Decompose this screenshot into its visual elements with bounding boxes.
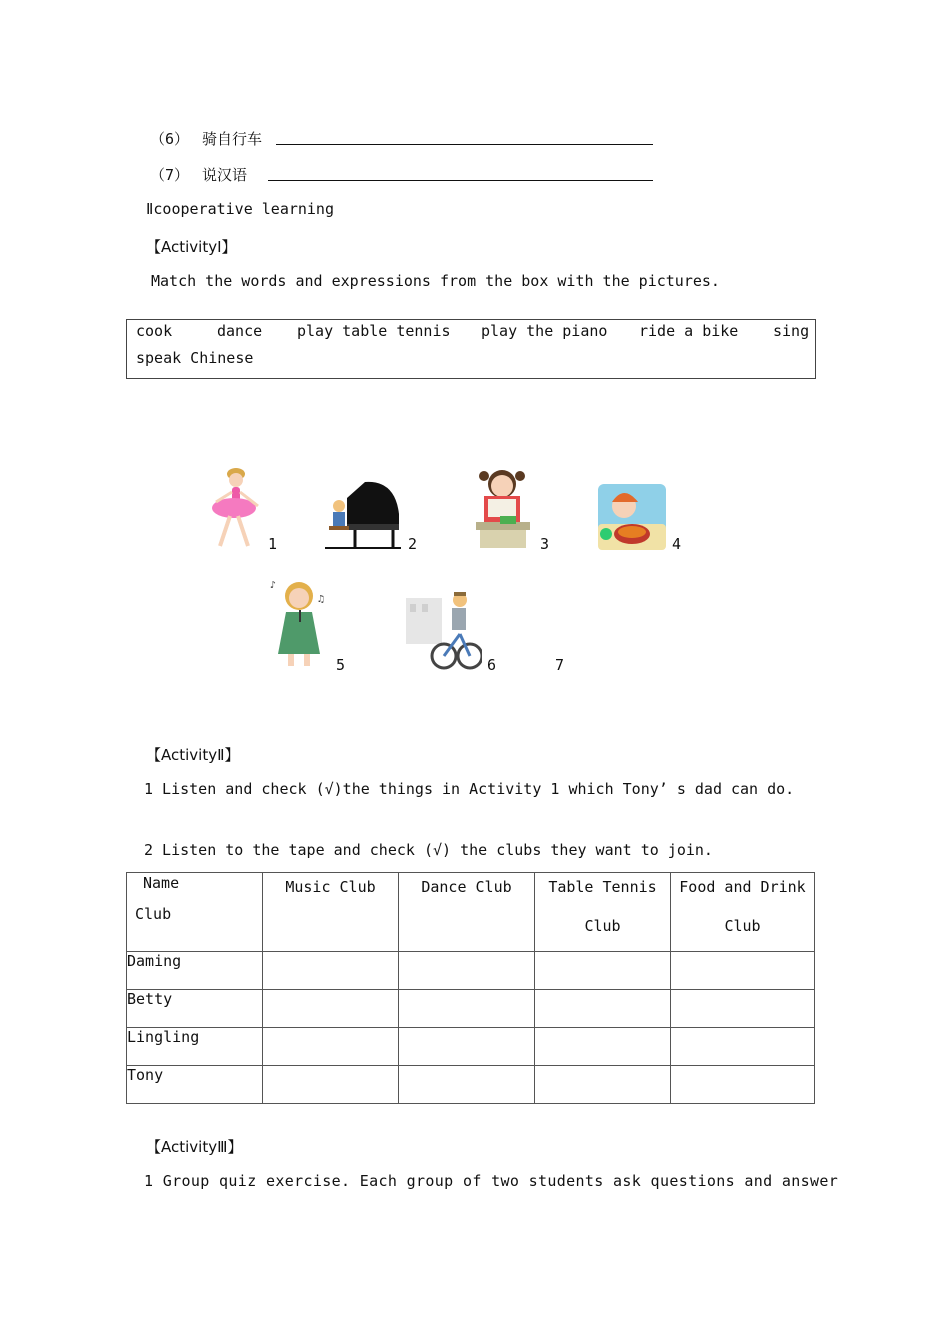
singing-girl-icon: [266, 576, 332, 670]
check-cell[interactable]: [263, 1028, 399, 1066]
svg-text:♫: ♫: [318, 594, 325, 605]
activity2-task2: 2 Listen to the tape and check (√) the clubs they want to join.: [144, 841, 713, 859]
piano-icon: [325, 480, 403, 550]
activity2-title: 【ActivityⅡ】: [146, 746, 240, 764]
check-cell[interactable]: [399, 1066, 535, 1104]
word-dance: dance: [217, 322, 263, 340]
check-cell[interactable]: [535, 990, 671, 1028]
check-cell[interactable]: [263, 990, 399, 1028]
header-table-tennis-club: Table Tennis Club: [535, 873, 671, 952]
header-music-club: Music Club: [263, 873, 399, 952]
picture-number: 4: [672, 535, 682, 553]
table-row: [127, 1028, 815, 1066]
picture-number: 7: [555, 656, 565, 674]
table-row: [127, 990, 815, 1028]
reading-girl-icon: [472, 466, 534, 552]
check-cell[interactable]: [535, 1066, 671, 1104]
activity2-task1: 1 Listen and check (√)the things in Activity 1 which Tony’ s dad can do.: [144, 780, 795, 798]
row-name: Daming: [127, 952, 263, 990]
picture-number: 3: [540, 535, 550, 553]
table-header-row: [127, 873, 815, 952]
clubs-table: [126, 872, 815, 1104]
check-cell[interactable]: [671, 990, 815, 1028]
cyclist-icon: [404, 590, 482, 672]
corner-club-label: Club: [135, 905, 172, 923]
word-cook: cook: [136, 322, 173, 340]
picture-number: 5: [336, 656, 346, 674]
section-title: Ⅱcooperative learning: [146, 200, 334, 218]
picture-number: 2: [408, 535, 418, 553]
activity3-title: 【ActivityⅢ】: [146, 1138, 243, 1156]
word-ride-bike: ride a bike: [639, 322, 739, 340]
ballerina-icon: [206, 466, 264, 552]
row-name: Betty: [127, 990, 263, 1028]
picture-number: 6: [487, 656, 497, 674]
table-row: [127, 1066, 815, 1104]
check-cell[interactable]: [671, 1066, 815, 1104]
check-cell[interactable]: [399, 952, 535, 990]
check-cell[interactable]: [399, 990, 535, 1028]
check-cell[interactable]: [263, 1066, 399, 1104]
word-piano: play the piano: [481, 322, 608, 340]
activity3-task1: 1 Group quiz exercise. Each group of two students ask questions and answer: [144, 1172, 839, 1190]
word-speak-chinese: speak Chinese: [136, 349, 254, 367]
answer-blank[interactable]: [268, 179, 653, 181]
word-box: [126, 319, 816, 379]
activity1-instruction: Match the words and expressions from the box with the pictures.: [151, 272, 720, 290]
check-cell[interactable]: [535, 1028, 671, 1066]
check-cell[interactable]: [671, 1028, 815, 1066]
activity1-title: 【ActivityⅠ】: [146, 238, 237, 256]
table-row: [127, 952, 815, 990]
check-cell[interactable]: [263, 952, 399, 990]
corner-cell: [127, 873, 263, 952]
row-name: Tony: [127, 1066, 263, 1104]
word-sing: sing: [773, 322, 810, 340]
vocab-item-6: [150, 128, 262, 149]
header-food-drink-club: Food and Drink Club: [671, 873, 815, 952]
row-name: Lingling: [127, 1028, 263, 1066]
svg-text:♪: ♪: [270, 580, 277, 591]
picture-number: 1: [268, 535, 278, 553]
vocab-chinese: 骑自行车: [202, 130, 263, 148]
corner-name-label: Name: [143, 874, 180, 892]
vocab-item-7: [150, 164, 247, 185]
check-cell[interactable]: [399, 1028, 535, 1066]
check-cell[interactable]: [535, 952, 671, 990]
vocab-number: （6）: [150, 130, 190, 148]
vocab-chinese: 说汉语: [202, 166, 248, 184]
word-table-tennis: play table tennis: [297, 322, 451, 340]
cooking-girl-icon: [598, 484, 666, 550]
check-cell[interactable]: [671, 952, 815, 990]
header-dance-club: Dance Club: [399, 873, 535, 952]
vocab-number: （7）: [150, 166, 190, 184]
answer-blank[interactable]: [276, 143, 653, 145]
